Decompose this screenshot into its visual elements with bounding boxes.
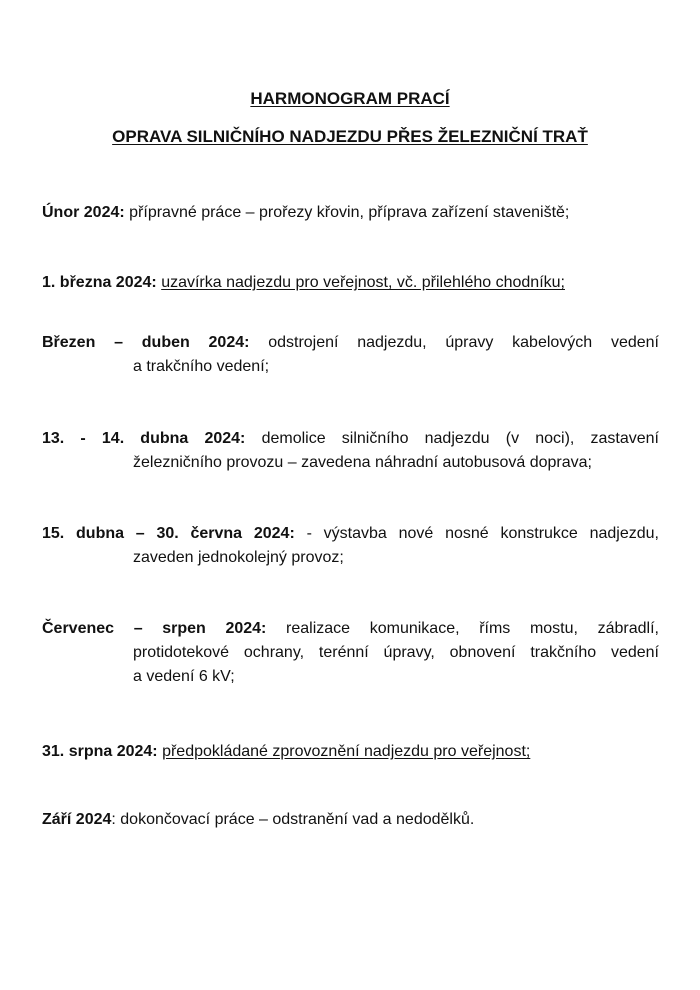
document-subtitle: OPRAVA SILNIČNÍHO NADJEZDU PŘES ŽELEZNIČNÍ TRAŤ	[112, 127, 588, 146]
schedule-entry-zari	[42, 808, 659, 832]
entry-text: předpokládané zprovoznění nadjezdu pro veřejnost;	[162, 743, 531, 760]
document-title: HARMONOGRAM PRACÍ	[250, 89, 450, 108]
entry-text: demolice silničního nadjezdu (v noci), zastavení	[261, 430, 659, 447]
entry-text: uzavírka nadjezdu pro veřejnost, vč. přilehlého chodníku;	[161, 274, 565, 291]
entry-date: 15. dubna – 30. června 2024:	[42, 525, 295, 542]
entry-text: - výstavba nové nosné konstrukce nadjezdu,	[306, 525, 659, 542]
schedule-entry-cervenec-srpen	[42, 617, 659, 689]
schedule-entry-1-brezna	[42, 271, 659, 295]
entry-line-continuation: a trakčního vedení;	[133, 358, 270, 375]
schedule-entry-13-14-dubna	[42, 427, 659, 475]
entry-text: realizace komunikace, říms mostu, zábradlí,	[286, 620, 659, 637]
entry-line	[42, 808, 659, 832]
entry-text: : dokončovací práce – odstranění vad a nedodělků.	[111, 811, 475, 828]
entry-line-continuation: zaveden jednokolejný provoz;	[133, 549, 344, 566]
entry-line	[42, 740, 659, 764]
entry-line-continuation: protidotekové ochrany, terénní úpravy, obnovení trakčního vedení	[133, 644, 659, 661]
entry-date: Únor 2024:	[42, 204, 125, 221]
entry-date: 13. - 14. dubna 2024:	[42, 430, 246, 447]
entry-text: odstrojení nadjezdu, úpravy kabelových vedení	[268, 334, 659, 351]
schedule-entry-31-srpna	[42, 740, 659, 764]
entry-line	[42, 271, 659, 295]
entry-line-continuation: a vedení 6 kV;	[133, 668, 235, 685]
schedule-entry-15-dubna-30-cervna	[42, 522, 659, 570]
entry-date: 31. srpna 2024:	[42, 743, 158, 760]
entry-date: Září 2024	[42, 811, 112, 828]
entry-line	[42, 201, 659, 225]
entry-line-continuation: železničního provozu – zavedena náhradní autobusová doprava;	[133, 454, 592, 471]
schedule-entry-unor	[42, 201, 659, 225]
entry-date: 1. března 2024:	[42, 274, 157, 291]
entry-date: Červenec – srpen 2024:	[42, 620, 267, 637]
entry-line	[42, 427, 659, 451]
entry-line	[42, 617, 659, 641]
entry-line	[42, 331, 659, 355]
entry-date: Březen – duben 2024:	[42, 334, 250, 351]
entry-text: přípravné práce – prořezy křovin, příprava zařízení staveniště;	[129, 204, 570, 221]
schedule-entry-brezen-duben	[42, 331, 659, 379]
entry-line	[42, 522, 659, 546]
